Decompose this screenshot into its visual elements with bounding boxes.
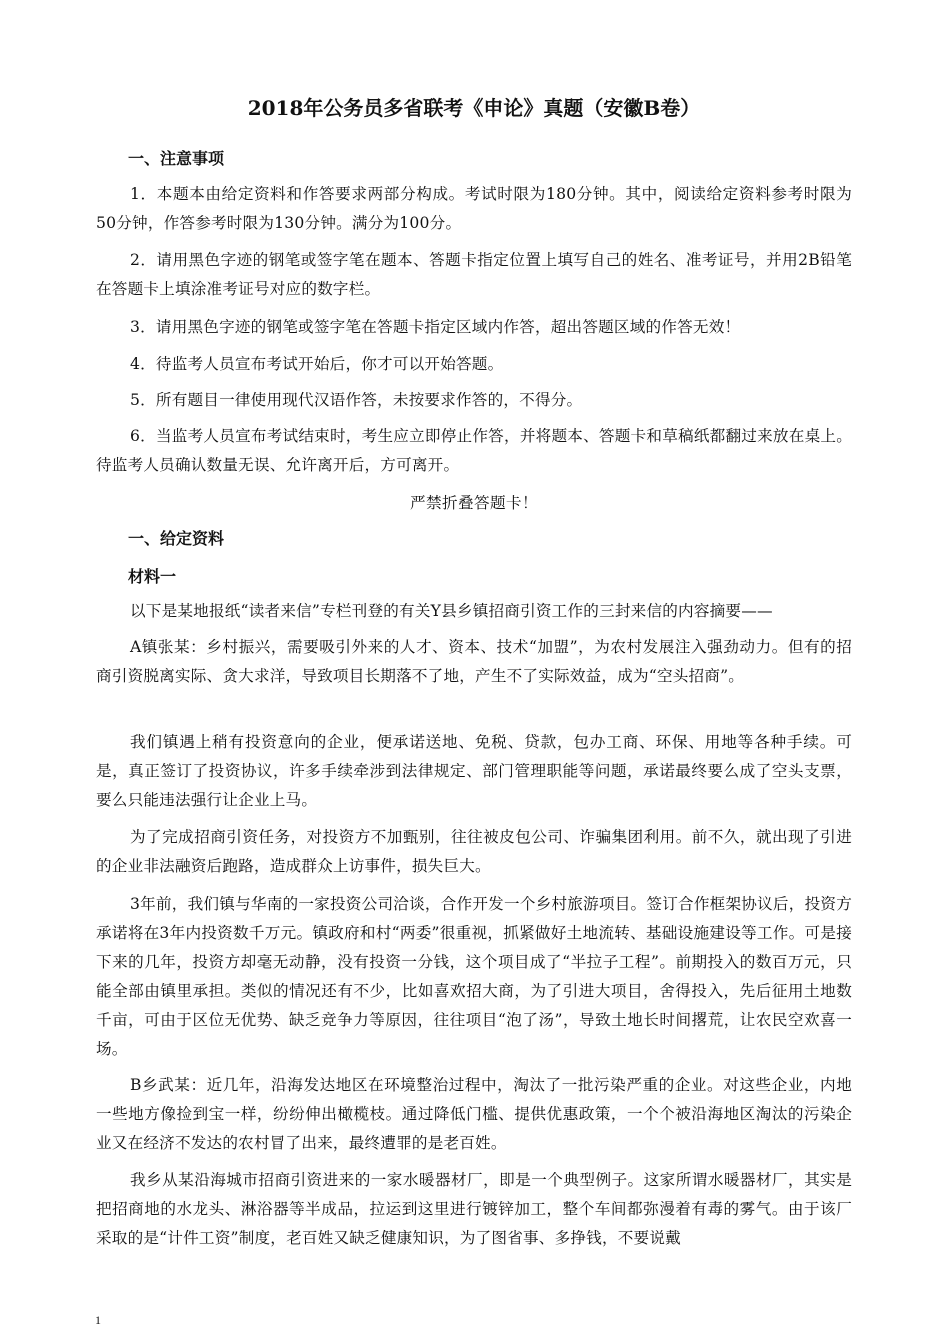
material-paragraph-3: 我们镇遇上稍有投资意向的企业，便承诺送地、免税、贷款，包办工商、环保、用地等各种手续。可是，真正签订了投资协议，许多手续牵涉到法律规定、部门管理职能等问题，承诺最终要么成了空头支票，要么只能违法强行让企业上马。 bbox=[96, 733, 852, 809]
notice-item-5: 5．所有题目一律使用现代汉语作答，未按要求作答的，不得分。 bbox=[130, 391, 583, 409]
section-heading-notice: 一、注意事项 bbox=[128, 149, 225, 168]
material-paragraph-2: A镇张某：乡村振兴，需要吸引外来的人才、资本、技术“加盟”，为农村发展注入强劲动力。但有的招商引资脱离实际、贪大求洋，导致项目长期落不了地，产生不了实际效益，成为“空头招商”。 bbox=[96, 638, 852, 685]
material-title: 材料一 bbox=[128, 567, 177, 586]
material-paragraph-6: B乡武某：近几年，沿海发达地区在环境整治过程中，淘汰了一批污染严重的企业。对这些企业，内地一些地方像捡到宝一样，纷纷伸出橄榄枝。通过降低门槛、提供优惠政策，一个个被沿海地区淘汰的污染企业又在经济不发达的农村冒了出来，最终遭罪的是老百姓。 bbox=[96, 1076, 852, 1152]
section-heading-material: 一、给定资料 bbox=[128, 529, 225, 548]
no-fold-warning: 严禁折叠答题卡！ bbox=[410, 494, 538, 512]
notice-item-3: 3．请用黑色字迹的钢笔或签字笔在答题卡指定区域内作答，超出答题区域的作答无效！ bbox=[130, 318, 741, 336]
notice-item-1: 1．本题本由给定资料和作答要求两部分构成。考试时限为180分钟。其中，阅读给定资料参考时限为50分钟，作答参考时限为130分钟。满分为100分。 bbox=[96, 185, 852, 232]
material-paragraph-7: 我乡从某沿海城市招商引资进来的一家水暖器材厂，即是一个典型例子。这家所谓水暖器材厂，其实是把招商地的水龙头、淋浴器等半成品，拉运到这里进行镀锌加工，整个车间都弥漫着有毒的雾气。由于该厂采取的是“计件工资”制度，老百姓又缺乏健康知识，为了图省事、多挣钱，不要说戴 bbox=[96, 1171, 852, 1247]
material-paragraph-4: 为了完成招商引资任务，对投资方不加甄别，往往被皮包公司、诈骗集团利用。前不久，就出现了引进的企业非法融资后跑路，造成群众上访事件，损失巨大。 bbox=[96, 828, 852, 875]
notice-item-4: 4．待监考人员宣布考试开始后，你才可以开始答题。 bbox=[130, 355, 504, 373]
page-number: 1 bbox=[95, 1313, 101, 1327]
notice-item-6: 6．当监考人员宣布考试结束时，考生应立即停止作答，并将题本、答题卡和草稿纸都翻过来放在桌上。待监考人员确认数量无误、允许离开后，方可离开。 bbox=[96, 427, 852, 474]
material-paragraph-5: 3年前，我们镇与华南的一家投资公司洽谈，合作开发一个乡村旅游项目。签订合作框架协议后，投资方承诺将在3年内投资数千万元。镇政府和村“两委”很重视，抓紧做好土地流转、基础设施建设等工作。可是接下来的几年，投资方却毫无动静，没有投资一分钱，这个项目成了“半拉子工程”。前期投入的数百万元，只能全部由镇里承担。类似的情况还有不少，比如喜欢招大商，为了引进大项目，舍得投入，先后征用土地数千亩，可由于区位无优势、缺乏竞争力等原因，往往项目“泡了汤”，导致土地长时间撂荒，让农民空欢喜一场。 bbox=[96, 895, 852, 1058]
document-title: 2018年公务员多省联考《申论》真题（安徽B卷） bbox=[247, 96, 701, 120]
material-paragraph-1: 以下是某地报纸“读者来信”专栏刊登的有关Y县乡镇招商引资工作的三封来信的内容摘要—— bbox=[130, 602, 773, 620]
notice-item-2: 2．请用黑色字迹的钢笔或签字笔在题本、答题卡指定位置上填写自己的姓名、准考证号，并用2B铅笔在答题卡上填涂准考证号对应的数字栏。 bbox=[96, 251, 852, 298]
